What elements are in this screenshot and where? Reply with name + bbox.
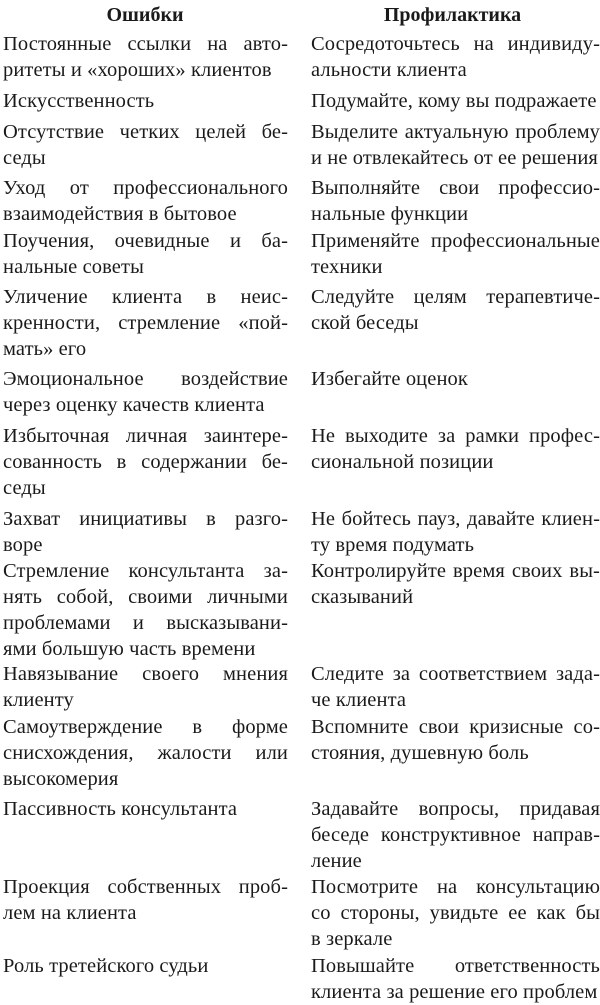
text-line: Поучения, очевидные и ба-	[3, 230, 288, 252]
text-line: ской беседы	[311, 312, 419, 334]
text-line: взаимодействия в бытовое	[3, 203, 237, 225]
prevention-cell	[311, 874, 600, 952]
prevention-cell	[311, 506, 600, 558]
prevention-cell	[311, 175, 600, 227]
text-line: стояния, душевную боль	[311, 742, 529, 764]
error-cell	[3, 874, 288, 926]
text-line: Самоутверждение в форме	[3, 716, 288, 738]
text-line: в зеркале	[311, 928, 393, 950]
text-line: Навязывание своего мнения	[3, 663, 288, 685]
error-cell	[3, 796, 288, 822]
error-cell	[3, 714, 288, 792]
text-line: ями большую часть времени	[3, 638, 256, 660]
text-line: Не выходите за рамки профес-	[311, 425, 600, 447]
error-cell	[3, 366, 288, 418]
text-line: сказываний	[311, 586, 414, 608]
text-line: седы	[3, 477, 46, 499]
text-line: и не отвлекайтесь от ее решения	[311, 147, 598, 169]
prevention-cell	[311, 953, 600, 1005]
error-cell	[3, 228, 288, 280]
text-line: Подумайте, кому вы подражаете	[311, 90, 597, 112]
text-line: сиональной позиции	[311, 451, 494, 473]
text-line: Следуйте целям терапевтиче-	[311, 286, 600, 308]
text-line: Стремление консультанта за-	[3, 560, 288, 582]
text-line: нальные функции	[311, 203, 469, 225]
column-header-prevention: Профилактика	[383, 4, 522, 26]
prevention-cell	[311, 423, 600, 475]
text-line: лем на клиента	[3, 902, 137, 924]
text-line: ление	[311, 850, 362, 872]
text-line: сованность в содержании бе-	[3, 451, 288, 473]
text-line: клиента за решение его проблем	[311, 981, 598, 1003]
text-line: Контролируйте время своих вы-	[311, 560, 600, 582]
error-cell	[3, 284, 288, 362]
text-line: беседе конструктивное направ-	[311, 824, 600, 846]
text-line: мать» его	[3, 338, 87, 360]
error-cell	[3, 506, 288, 558]
text-line: Задавайте вопросы, придавая	[311, 798, 600, 820]
column-header-errors: Ошибки	[106, 4, 184, 26]
text-line: Уличение клиента в неис-	[3, 286, 288, 308]
text-line: Проекция собственных проб-	[3, 876, 288, 898]
prevention-cell	[311, 228, 600, 280]
text-line: Захват инициативы в разго-	[3, 508, 288, 530]
text-line: высокомерия	[3, 768, 119, 790]
error-cell	[3, 119, 288, 171]
text-line: Не бойтесь пауз, давайте клиен-	[311, 508, 600, 530]
text-line: Посмотрите на консультацию	[311, 876, 600, 898]
text-line: проблемами и высказывани-	[3, 612, 288, 634]
text-line: че клиента	[311, 689, 407, 711]
text-line: воре	[3, 534, 43, 556]
text-line: нять собой, своими личными	[3, 586, 288, 608]
prevention-cell	[311, 714, 600, 766]
text-line: ту время подумать	[311, 534, 475, 556]
prevention-cell	[311, 119, 600, 171]
error-cell	[3, 175, 288, 227]
text-line: Отсутствие четких целей бе-	[3, 121, 288, 143]
text-line: нальные советы	[3, 256, 144, 278]
text-line: Выполняйте свои профессио-	[311, 177, 600, 199]
text-line: альности клиента	[311, 59, 467, 81]
text-line: Повышайте ответственность	[311, 955, 600, 977]
prevention-cell	[311, 661, 600, 713]
text-line: Уход от профессионального	[3, 177, 288, 199]
text-line: клиенту	[3, 689, 74, 711]
prevention-cell	[311, 88, 600, 114]
text-line: Следите за соответствием зада-	[311, 663, 600, 685]
prevention-cell	[311, 366, 600, 392]
prevention-cell	[311, 558, 600, 610]
text-line: кренности, стремление «пой-	[3, 312, 288, 334]
text-line: Постоянные ссылки на авто-	[3, 33, 288, 55]
text-line: со стороны, увидьте ее как бы	[311, 902, 600, 924]
error-cell	[3, 953, 288, 979]
text-line: Искусственность	[3, 90, 155, 112]
text-line: Применяйте профессиональные	[311, 230, 600, 252]
error-cell	[3, 661, 288, 713]
text-line: Избыточная личная заинтере-	[3, 425, 288, 447]
prevention-cell	[311, 796, 600, 874]
text-line: Роль третейского судьи	[3, 955, 209, 977]
text-line: Пассивность консультанта	[3, 798, 238, 820]
text-line: ритеты и «хороших» клиентов	[3, 59, 272, 81]
text-line: Выделите актуальную проблему	[311, 121, 600, 143]
text-line: Избегайте оценок	[311, 368, 468, 390]
error-cell	[3, 423, 288, 501]
error-cell	[3, 31, 288, 83]
error-cell	[3, 558, 288, 662]
text-line: снисхождения, жалости или	[3, 742, 288, 764]
text-line: седы	[3, 147, 46, 169]
prevention-cell	[311, 284, 600, 336]
text-line: Сосредоточьтесь на индивиду-	[311, 33, 600, 55]
error-cell	[3, 88, 288, 114]
text-line: техники	[311, 256, 383, 278]
text-line: через оценку качеств клиента	[3, 394, 265, 416]
text-line: Вспомните свои кризисные со-	[311, 716, 600, 738]
text-line: Эмоциональное воздействие	[3, 368, 288, 390]
prevention-cell	[311, 31, 600, 83]
